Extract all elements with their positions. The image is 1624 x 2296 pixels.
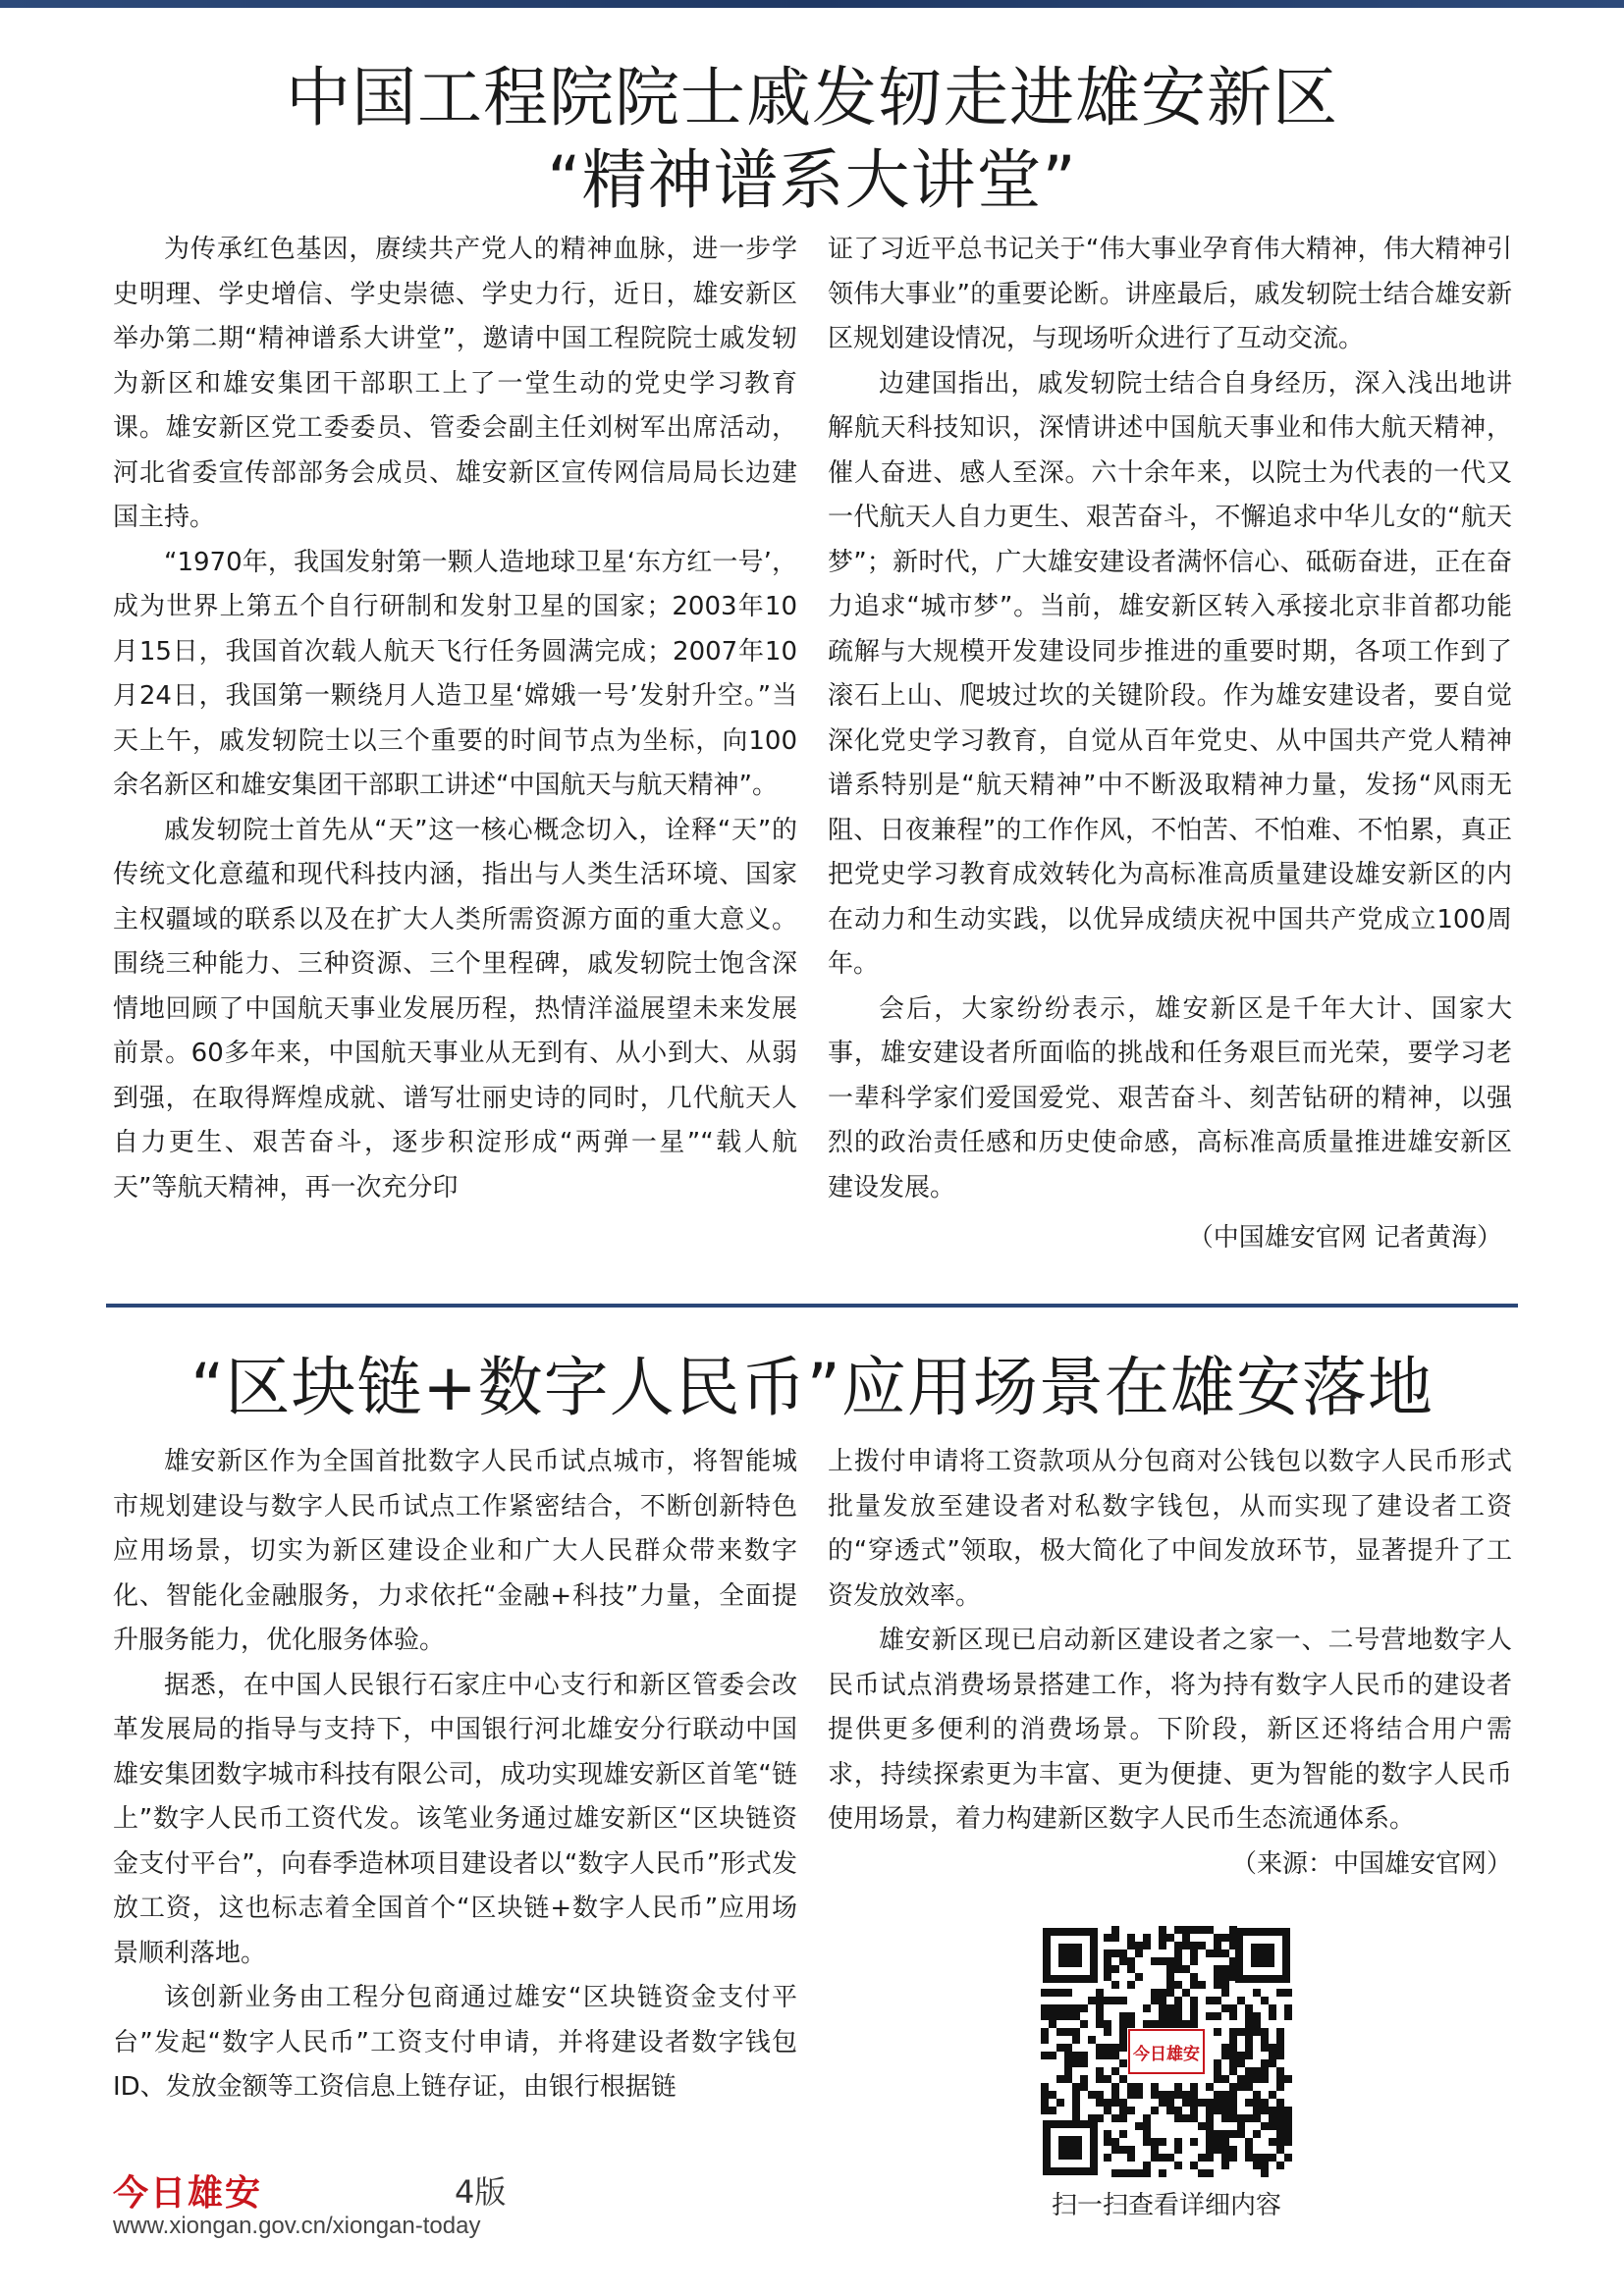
article1-right-column <box>828 228 1512 1261</box>
qr-code-graphic <box>1039 1924 1294 2179</box>
article2-source: （来源：中国雄安官网） <box>1230 1848 1512 1879</box>
article2-title: “区块链+数字人民币”应用场景在雄安落地 <box>190 1350 1434 1425</box>
page-number: 4版 <box>455 2173 507 2211</box>
paragraph-continued: 上拨付申请将工资款项从分包商对公钱包以数字人民币形式批量发放至建设者对私数字钱包，从而实现了建设者工资的“穿透式”领取，极大简化了中间发放环节，显著提升了工资发放效率。 <box>828 1447 1512 1611</box>
qr-center-logo: 今日雄安 <box>1133 2045 1200 2064</box>
footer-logo: 今日雄安 <box>113 2172 263 2214</box>
paragraph: 雄安新区作为全国首批数字人民币试点城市，将智能城市规划建设与数字人民币试点工作紧密结合，不断创新特色应用场景，切实为新区建设企业和广大人民群众带来数字化、智能化金融服务，力求依托“金融+科技”力量，全面提升服务能力，优化服务体验。 <box>113 1447 797 1655</box>
article1-title-line1: 中国工程院院士戚发轫走进雄安新区 <box>286 60 1338 135</box>
qr-code[interactable] <box>1039 1924 1294 2179</box>
article1-left-column <box>113 228 797 1210</box>
paragraph: 该创新业务由工程分包商通过雄安“区块链资金支付平台”发起“数字人民币”工资支付申请，并将建设者数字钱包ID、发放金额等工资信息上链存证，由银行根据链 <box>113 1983 797 2102</box>
paragraph: “1970年，我国发射第一颗人造地球卫星‘东方红一号’，成为世界上第五个自行研制和发射卫星的国家；2003年10月15日，我国首次载人航天飞行任务圆满完成；2007年10月24日，我国第一颗绕月人造卫星‘嫦娥一号’发射升空。”当天上午，戚发轫院士以三个重要的时间节点为坐标，向100余名新区和雄安集团干部职工讲述“中国航天与航天精神”。 <box>113 547 797 800</box>
paragraph-text: 雄安新区现已启动新区建设者之家一、二号营地数字人民币试点消费场景搭建工作，将为持有数字人民币的建设者提供更多便利的消费场景。下阶段，新区还将结合用户需求，持续探索更为丰富、更为便捷、更为智能的数字人民币使用场景，着力构建新区数字人民币生态流通体系。 <box>828 1626 1512 1834</box>
paragraph: 边建国指出，戚发轫院士结合自身经历，深入浅出地讲解航天科技知识，深情讲述中国航天事业和伟大航天精神，催人奋进、感人至深。六十余年来，以院士为代表的一代又一代航天人自力更生、艰苦奋斗，不懈追求中华儿女的“航天梦”；新时代，广大雄安建设者满怀信心、砥砺奋进，正在奋力追求“城市梦”。当前，雄安新区转入承接北京非首都功能疏解与大规模开发建设同步推进的重要时期，各项工作到了滚石上山、爬坡过坎的关键阶段。作为雄安建设者，要自觉深化党史学习教育，自觉从百年党史、从中国共产党人精神谱系特别是“航天精神”中不断汲取精神力量，发扬“风雨无阻、日夜兼程”的工作作风，不怕苦、不怕难、不怕累，真正把党史学习教育成效转化为高标准高质量建设雄安新区的内在动力和生动实践，以优异成绩庆祝中国共产党成立100周年。 <box>828 368 1512 979</box>
paragraph <box>828 1619 1512 1879</box>
paragraph: 据悉，在中国人民银行石家庄中心支行和新区管委会改革发展局的指导与支持下，中国银行河北雄安分行联动中国雄安集团数字城市科技有限公司，成功实现雄安新区首笔“链上”数字人民币工资代发。该笔业务通过雄安新区“区块链资金支付平台”，向春季造林项目建设者以“数字人民币”形式发放工资，这也标志着全国首个“区块链+数字人民币”应用场景顺利落地。 <box>113 1670 797 1968</box>
footer-url[interactable]: www.xiongan.gov.cn/xiongan-today <box>113 2213 481 2239</box>
top-accent-bar <box>0 0 1624 8</box>
qr-caption: 扫一扫查看详细内容 <box>1051 2191 1281 2220</box>
article2-left-column <box>113 1440 797 2110</box>
article2-right-column <box>828 1440 1512 1887</box>
paragraph-continued: 证了习近平总书记关于“伟大事业孕育伟大精神，伟大精神引领伟大事业”的重要论断。讲座最后，戚发轫院士结合雄安新区规划建设情况，与现场听众进行了互动交流。 <box>828 235 1512 353</box>
paragraph: 戚发轫院士首先从“天”这一核心概念切入，诠释“天”的传统文化意蕴和现代科技内涵，指出与人类生活环境、国家主权疆域的联系以及在扩大人类所需资源方面的重大意义。围绕三种能力、三种资源、三个里程碑，戚发轫院士饱含深情地回顾了中国航天事业发展历程，热情洋溢展望未来发展前景。60多年来，中国航天事业从无到有、从小到大、从弱到强，在取得辉煌成就、谱写壮丽史诗的同时，几代航天人自力更生、艰苦奋斗，逐步积淀形成“两弹一星”“载人航天”等航天精神，再一次充分印 <box>113 815 797 1202</box>
paragraph: 会后，大家纷纷表示，雄安新区是千年大计、国家大事，雄安建设者所面临的挑战和任务艰巨而光荣，要学习老一辈科学家们爱国爱党、艰苦奋斗、刻苦钻研的精神，以强烈的政治责任感和历史使命感，高标准高质量推进雄安新区建设发展。 <box>828 993 1512 1202</box>
section-divider <box>106 1304 1518 1308</box>
paragraph: 为传承红色基因，赓续共产党人的精神血脉，进一步学史明理、学史增信、学史崇德、学史力行，近日，雄安新区举办第二期“精神谱系大讲堂”，邀请中国工程院院士戚发轫为新区和雄安集团干部职工上了一堂生动的党史学习教育课。雄安新区党工委委员、管委会副主任刘树军出席活动，河北省委宣传部部务会成员、雄安新区宣传网信局局长边建国主持。 <box>113 235 797 532</box>
article1-source: （中国雄安官网 记者黄海） <box>1187 1223 1502 1253</box>
article1-title-line2: “精神谱系大讲堂” <box>547 142 1077 218</box>
